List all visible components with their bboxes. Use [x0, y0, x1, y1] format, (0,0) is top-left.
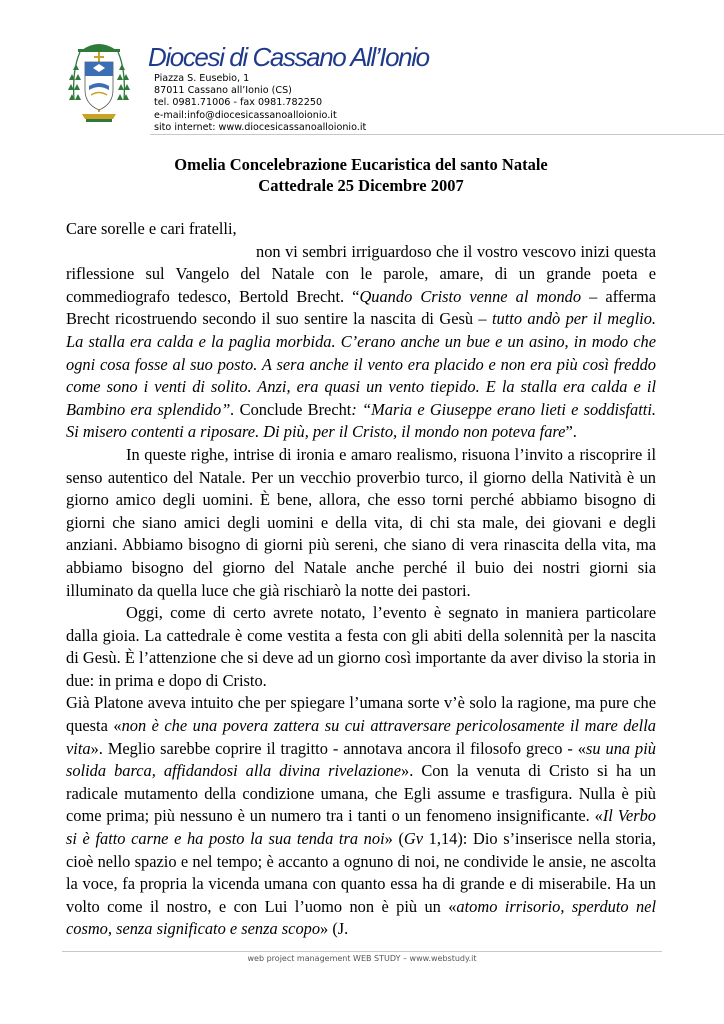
- text-run: » (J.: [320, 919, 349, 939]
- italic-quote-run: atomo irrisorio, sperduto nel cosmo, senza significato e senza scopo: [66, 896, 656, 939]
- footer-divider: [62, 951, 662, 952]
- text-run: non vi sembri irriguardoso che il vostro vescovo inizi questa riflessione sul Vangelo del Natale con le parole, amare, di un grande poeta e commediografo tedesco, Bertold Brecht. “: [66, 241, 656, 306]
- italic-quote-run: Il Verbo si è fatto carne e ha posto la sua tenda tra noi: [66, 806, 656, 849]
- episcopal-coat-of-arms-icon: [68, 40, 130, 130]
- address-street: Piazza S. Eusebio, 1: [154, 73, 250, 84]
- salutation: Care sorelle e cari fratelli,: [66, 219, 237, 238]
- text-run: » (: [384, 829, 404, 849]
- italic-quote-run: Gv: [403, 829, 424, 849]
- paragraph-3: Oggi, come di certo avrete notato, l’evento è segnato in maniera particolare dalla gioia. La cattedrale è come vestita a festa con gli abiti della solennità per la nascita di Gesù. È l’attenzione che si deve ad un giorno così importante da aver diviso la storia in due: in prima e dopo di Cristo.: [66, 603, 656, 690]
- paragraph-1: [66, 241, 656, 444]
- address-phone: tel. 0981.71006 - fax 0981.782250: [154, 97, 323, 109]
- title-line-2: Cattedrale 25 Dicembre 2007: [258, 176, 464, 195]
- title-line-1: Omelia Concelebrazione Eucaristica del santo Natale: [174, 155, 548, 174]
- address-website[interactable]: sito internet: www.diocesicassanoalloionio.it: [154, 121, 367, 133]
- text-run: Già Platone aveva intuito che per spiegare l’umana sorte v’è solo la ragione, ma pure che questa «: [66, 693, 656, 736]
- italic-quote-run: non è che una povera zattera su cui attraversare pericolosamente il mare della vita: [66, 716, 656, 758]
- header-divider: [150, 134, 724, 135]
- paragraph-2: In queste righe, intrise di ironia e amaro realismo, risuona l’invito a riscoprire il senso autentico del Natale. Per un vecchio proverbio turco, il giorno della Natività è un giorno amico degli uomini. È bene, allora, che esso torni perché abbiamo bisogno di giorni che siano amici degli uomini e della vita, di chi sta male, dei giovani e degli anziani. Abbiamo bisogno di giorni più sereni, che siano di vera rinascita della vita, ma abbiamo bisogno del giorno del Natale anche perché il buio dei nostri giorni sia illuminato da quella luce che già rischiarò la notte dei pastori.: [66, 444, 656, 600]
- text-run: Conclude Brecht: [234, 399, 352, 419]
- text-run: ». Con la venuta di Cristo si ha un radicale mutamento della condizione umana, che Egli assume e trasfigura. Nulla è più come prima; più nessuno è un numero tra i tanti o un fenomeno insignificante. «: [66, 761, 656, 826]
- italic-quote-run: su una più solida barca, affidandosi alla divina rivelazione: [66, 738, 656, 781]
- address-city: 87011 Cassano all’Ionio (CS): [154, 85, 292, 97]
- letterhead: [62, 38, 682, 138]
- contact-address: [154, 73, 366, 134]
- italic-quote-run: Quando Cristo venne al mondo: [359, 286, 582, 306]
- text-run: ». Meglio sarebbe coprire il tragitto - annotava ancora il filosofo greco - «: [90, 738, 586, 758]
- text-run: – afferma Brecht ricostruendo secondo il suo sentire la nascita di Gesù –: [66, 286, 656, 329]
- address-email[interactable]: e-mail:info@diocesicassanoalloionio.it: [154, 109, 337, 121]
- footer-credit: web project management WEB STUDY – www.webstudy.it: [247, 954, 477, 963]
- diocese-name: Diocesi di Cassano All’Ionio: [148, 42, 429, 72]
- paragraph-4: [66, 692, 656, 941]
- homily-body: [66, 218, 656, 941]
- italic-quote-run: : “Maria e Giuseppe erano lieti e soddisfatti. Si misero contenti a riposare. Di più, per il Cristo, il mondo non poteva fare: [66, 399, 656, 442]
- homily-title: [66, 154, 656, 196]
- text-run: ”.: [565, 422, 577, 442]
- text-run: 1,14): Dio s’inserisce nella storia, cioè nello spazio e nel tempo; è accanto a ognuno di noi, ne condivide le ansie, ne ascolta la voce, fa propria la vicenda umana con quanto essa ha di grande e di miserabile. Ha un volto come il nostro, e con Lui l’uomo non è più un «: [66, 829, 656, 916]
- italic-quote-run: tutto andò per il meglio. La stalla era calda e la paglia morbida. C’erano anche un bue e un asino, in modo che ogni cosa fosse al suo posto. A sera anche il vento era placido e non era più così freddo come sono i venti di solito. Anzi, era quasi un vento tiepido. E la stalla era calda e il Bambino era splendido”.: [66, 309, 657, 419]
